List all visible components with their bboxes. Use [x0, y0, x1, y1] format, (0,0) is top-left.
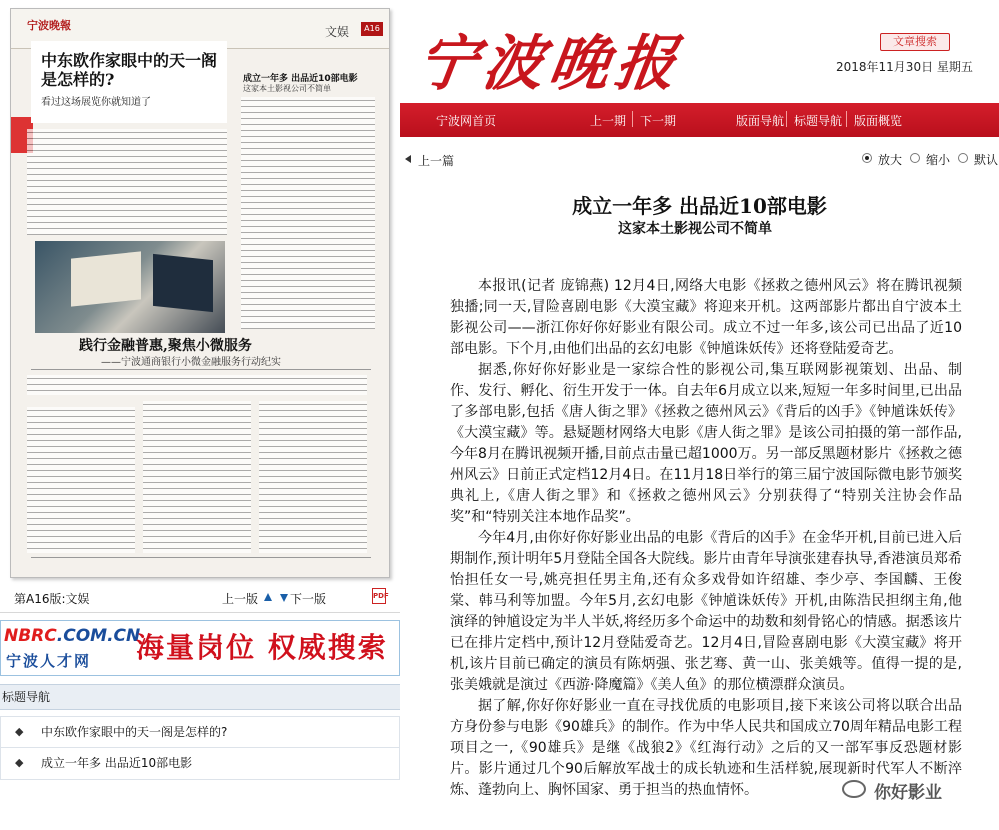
paper-rule	[31, 369, 371, 370]
zoom-in-label: 放大	[878, 153, 903, 167]
paper-text-block	[241, 97, 375, 329]
banner-logo: NBRC.COM.CN	[4, 626, 141, 646]
title-nav-heading: 标题导航	[0, 684, 400, 710]
paper-logo: 宁波晚報	[27, 19, 71, 32]
banner-slogan: 海量岗位 权威搜索	[136, 631, 388, 664]
menu-divider	[846, 111, 847, 127]
paper-story-2-sub: 这家本土影视公司不简单	[243, 84, 331, 93]
title-nav-item[interactable]	[0, 716, 400, 748]
paper-page-tag: A16	[361, 22, 383, 36]
next-page-link[interactable]: 下一版	[290, 592, 327, 606]
paper-headline-2-sub: ——宁波通商银行小微金融服务行动纪实	[101, 357, 281, 368]
paper-headline-1[interactable]: 中东欧作家眼中的天一阁是怎样的?	[41, 51, 218, 89]
menu-page-nav[interactable]: 版面导航	[736, 114, 785, 128]
zoom-out-label: 缩小	[926, 153, 951, 167]
title-nav-item[interactable]	[0, 748, 400, 780]
paper-photo-book	[71, 251, 141, 306]
issue-date: 2018年11月30日 星期五	[836, 60, 973, 74]
diamond-bullet-icon: ◆	[15, 725, 24, 738]
paper-photo-book	[153, 254, 213, 312]
page-label: 第A16版:文娱	[14, 592, 90, 606]
paper-text-block	[27, 407, 135, 553]
article-subtitle: 这家本土影视公司不简单	[618, 221, 772, 237]
menu-prev-issue[interactable]: 上一期	[590, 114, 627, 128]
diamond-bullet-icon: ◆	[15, 756, 24, 769]
search-input[interactable]	[692, 34, 876, 52]
article-paragraph: 今年4月,由你好你好影业出品的电影《背后的凶手》在金华开机,目前已进入后期制作,预计明年5月登陆全国各大院线。影片由青年导演张建春执导,香港演员郑希怡担任女一号,姚亮担任男主角,还有众多戏骨如许绍雄、李少亭、李国麟、王俊棠、韩马利等加盟。今年5月,玄幻电影《钟馗诛妖传》开机,由陈浩民担纲主角,他演绎的钟馗设定为半人半妖,将经历多个命运中的劫数和刻骨铭心的情感。据悉该片已在排片定档中,预计12月登陆爱奇艺。12月4日,冒险喜剧电影《大漠宝藏》将开机,该片目前已确定的演员有陈炳强、张艺骞、黄一山、张美娥等。值得一提的是,张美娥就是演过《西游·降魔篇》《美人鱼》的那位横漂群众演员。	[450, 530, 962, 693]
article-paragraph: 据了解,你好你好影业一直在寻找优质的电影项目,接下来该公司将以联合出品方身份参与电影《90雄兵》的制作。作为中华人民共和国成立70周年精品电影工程项目之一,《90雄兵》是继《战狼2》《红海行动》之后的又一部军事反恐题材影片。影片通过几个90后解放军战士的成长轨迹和生活样貌,展现新时代军人不断淬炼、蓬勃向上、胸怀国家、勇于担当的热血情怀。	[450, 698, 962, 798]
article-body	[450, 276, 962, 801]
paper-headline-2: 践行金融普惠,聚焦小微服务	[79, 338, 252, 354]
article-search-button[interactable]: 文章搜索	[880, 33, 950, 51]
paper-text-block	[259, 401, 367, 553]
paper-text-block	[143, 401, 251, 553]
masthead-logo[interactable]: 宁波晚报	[412, 29, 687, 99]
zoom-default-radio[interactable]	[958, 153, 968, 163]
prev-article-link[interactable]: 上一篇	[418, 154, 455, 168]
menu-divider	[632, 111, 633, 127]
divider	[0, 612, 400, 613]
menu-home[interactable]: 宁波网首页	[436, 114, 497, 128]
paper-headline-1-sub: 看过这场展览你就知道了	[41, 97, 151, 108]
zoom-in-radio[interactable]	[862, 153, 872, 163]
banner-city-name: 宁波人才网	[6, 652, 92, 670]
pdf-icon[interactable]: PDF	[372, 588, 386, 604]
zoom-out-radio[interactable]	[910, 153, 920, 163]
paper-text-block	[27, 129, 227, 235]
menu-next-issue[interactable]: 下一期	[640, 114, 677, 128]
menu-title-nav[interactable]: 标题导航	[794, 114, 843, 128]
newspaper-page-thumbnail[interactable]	[10, 8, 390, 578]
article-paragraph: 本报讯(记者 庞锦燕) 12月4日,网络大电影《拯救之德州风云》将在腾讯视频独播;同一天,冒险喜剧电影《大漠宝藏》将迎来开机。这两部影片都出自宁波本土影视公司——浙江你好你好影业有限公司。成立不过一年多,该公司已出品了近10部电影。下个月,由他们出品的玄幻电影《钟馗诛妖传》还将登陆爱奇艺。	[450, 278, 962, 357]
caret-left-icon[interactable]	[405, 155, 411, 163]
zoom-default-label: 默认	[974, 153, 999, 167]
title-nav-list	[0, 716, 400, 780]
article-title: 成立一年多 出品近10部电影	[572, 194, 827, 218]
paper-text-block	[27, 375, 367, 395]
menu-page-overview[interactable]: 版面概览	[854, 114, 903, 128]
wechat-icon	[842, 780, 866, 798]
paper-section: 文娱	[325, 25, 350, 39]
article-paragraph: 据悉,你好你好影业是一家综合性的影视公司,集互联网影视策划、出品、制作、发行、孵化、衍生开发于一体。自去年6月成立以来,短短一年多时间里,已出品了多部电影,包括《唐人街之罪》《拯救之德州风云》《背后的凶手》《钟馗诛妖传》《大漠宝藏》等。悬疑题材网络大电影《唐人街之罪》是该公司拍摄的第一部作品,今年8月在腾讯视频开播,目前点击量已超1000万。另一部反黑题材影片《拯救之德州风云》日前正式定档12月4日。在11月18日举行的第三届宁波国际微电影节颁奖典礼上,《唐人街之罪》和《拯救之德州风云》分别获得了“特别关注协会作品奖”和“特别关注本地作品奖”。	[450, 362, 962, 525]
menu-divider	[786, 111, 787, 127]
arrow-down-icon[interactable]	[280, 594, 288, 602]
title-nav-item-label: 中东欧作家眼中的天一阁是怎样的?	[41, 725, 228, 739]
paper-footer-rule	[31, 557, 371, 558]
arrow-up-icon[interactable]	[264, 593, 272, 601]
watermark-text: 你好影业	[874, 783, 942, 803]
title-nav-item-label: 成立一年多 出品近10部电影	[41, 756, 193, 770]
prev-page-link[interactable]: 上一版	[222, 592, 259, 606]
paper-story-2-title[interactable]: 成立一年多 出品近10部电影	[243, 74, 358, 84]
